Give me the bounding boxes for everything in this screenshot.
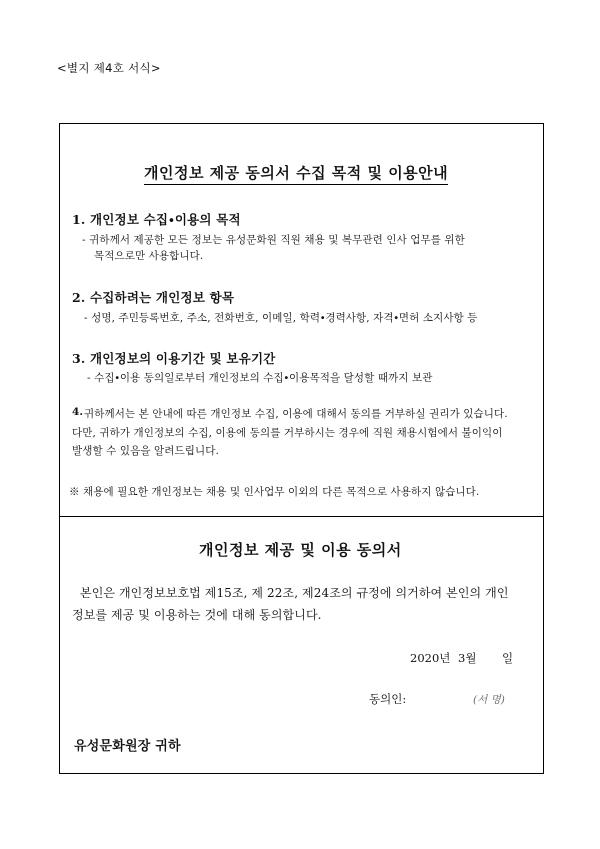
form-number-label: <별지 제4호 서식> bbox=[57, 61, 161, 75]
date-month: 3월 bbox=[458, 651, 477, 665]
section-1-line-2: 목적으로만 사용합니다. bbox=[94, 250, 204, 262]
section-3-heading: 3. 개인정보의 이용기간 및 보유기간 bbox=[72, 351, 276, 366]
addressee: 유성문화원장 귀하 bbox=[74, 739, 181, 754]
privacy-note: ※ 채용에 필요한 개인정보는 채용 및 인사업무 이외의 다른 목적으로 사용하지 않습니다. bbox=[69, 486, 480, 498]
section-3-line-1: - 수집∙이용 동의일로부터 개인정보의 수집∙이용목적을 달성할 때까지 보관 bbox=[87, 372, 433, 384]
consent-title: 개인정보 제공 및 이용 동의서 bbox=[199, 541, 402, 559]
signer-label: 동의인: bbox=[369, 692, 407, 706]
item-4-line-1: 귀하께서는 본 안내에 따른 개인정보 수집, 이용에 대해서 동의를 거부하실 권리가 있습니다. bbox=[84, 408, 508, 420]
item-4-line-3: 발생할 수 있음을 알려드립니다. bbox=[72, 445, 219, 457]
section-1-line-1: - 귀하께서 제공한 모든 정보는 유성문화원 직원 채용 및 복무관련 인사 업무를 위한 bbox=[82, 234, 465, 246]
section-divider bbox=[60, 516, 543, 517]
date-day: 일 bbox=[502, 651, 514, 665]
date-year: 2020년 bbox=[410, 651, 451, 665]
section-2-heading: 2. 수집하려는 개인정보 항목 bbox=[72, 290, 235, 305]
section-2-line-1: - 성명, 주민등록번호, 주소, 전화번호, 이메일, 학력∙경력사항, 자격∙면허 소지사항 등 bbox=[84, 312, 478, 324]
guide-title: 개인정보 제공 동의서 수집 목적 및 이용안내 bbox=[144, 162, 448, 185]
item-4-line-2: 다만, 귀하가 개인정보의 수집, 이용에 동의를 거부하시는 경우에 직원 채용시험에서 불이익이 bbox=[72, 427, 503, 439]
document-frame bbox=[59, 123, 544, 774]
item-4-number: 4. bbox=[72, 406, 84, 418]
consent-line-2: 정보를 제공 및 이용하는 것에 대해 동의합니다. bbox=[72, 608, 322, 622]
section-1-heading: 1. 개인정보 수집∙이용의 목적 bbox=[72, 212, 241, 227]
consent-line-1: 본인은 개인정보보호법 제15조, 제 22조, 제24조의 규정에 의거하여 본인의 개인 bbox=[80, 586, 509, 600]
signature-placeholder: (서 명) bbox=[473, 694, 505, 706]
